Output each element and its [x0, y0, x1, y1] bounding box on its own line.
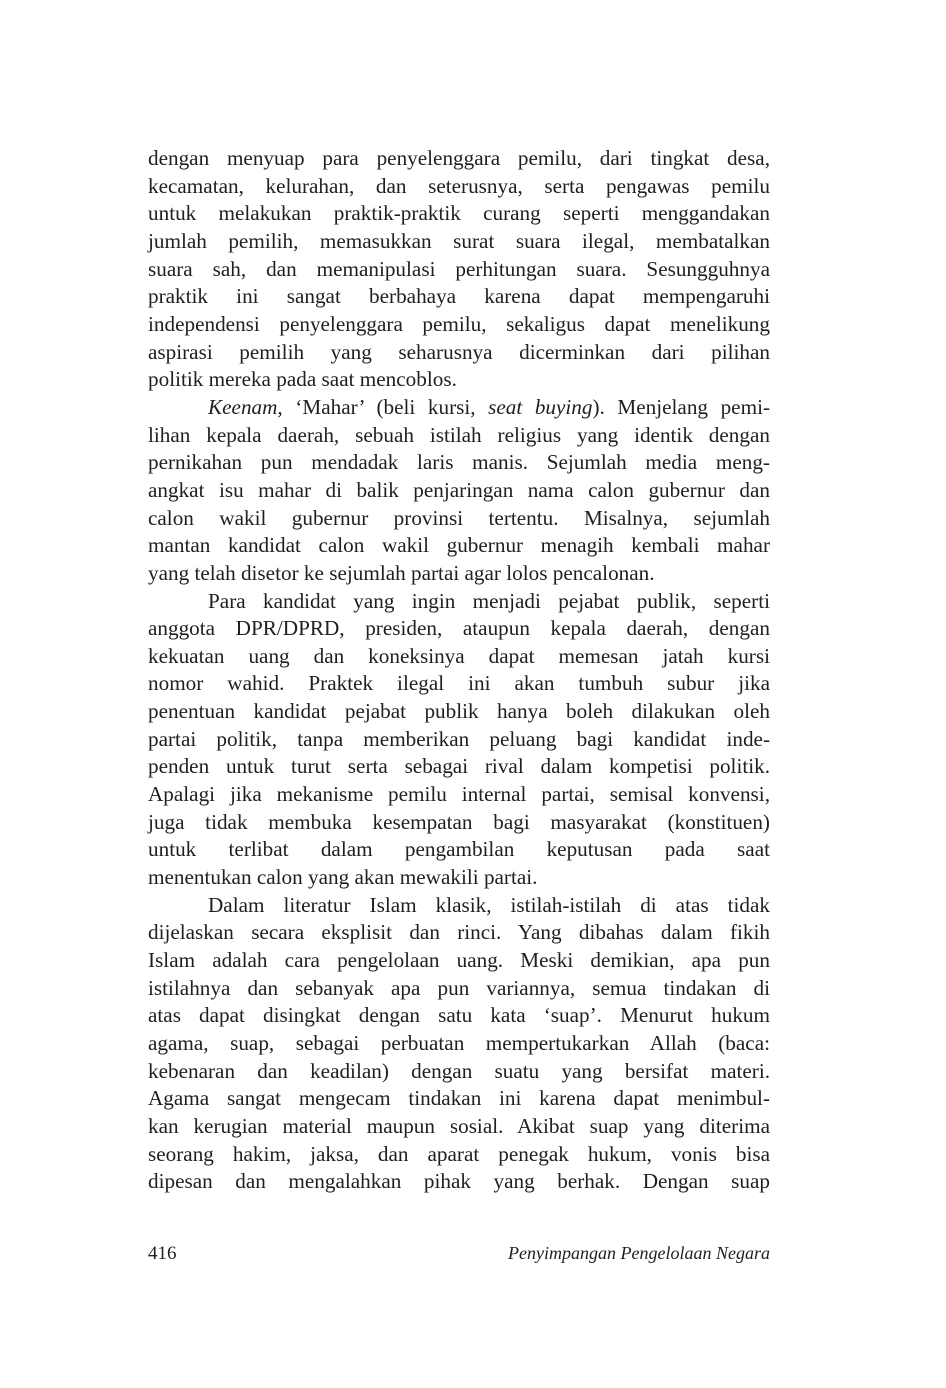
text-line: kan kerugian material maupun sosial. Akibat suap yang diterima: [148, 1113, 770, 1138]
body-text: [148, 145, 770, 1196]
text-line: yang telah disetor ke sejumlah partai agar lolos pencalonan.: [148, 560, 655, 585]
text-line: suara sah, dan memanipulasi perhitungan suara. Sesungguhnya: [148, 256, 770, 281]
text-line: dipesan dan mengalahkan pihak yang berhak. Dengan suap: [148, 1169, 770, 1194]
page-number: 416: [148, 1243, 177, 1264]
text-line: anggota DPR/DPRD, presiden, ataupun kepala daerah, dengan: [148, 616, 770, 641]
text-line: Para kandidat yang ingin menjadi pejabat publik, seperti: [208, 588, 770, 613]
text-line: untuk terlibat dalam pengambilan keputusan pada saat: [148, 837, 770, 862]
text-line: Agama sangat mengecam tindakan ini karena dapat menimbul-: [148, 1086, 770, 1111]
text-line: penden untuk turut serta sebagai rival dalam kompetisi politik.: [148, 754, 770, 779]
text-line: mantan kandidat calon wakil gubernur menagih kembali mahar: [148, 533, 770, 558]
text-line: Dalam literatur Islam klasik, istilah-istilah di atas tidak: [208, 892, 770, 917]
text-line: praktik ini sangat berbahaya karena dapat mempengaruhi: [148, 284, 770, 309]
paragraph: [148, 394, 770, 588]
text-line: jumlah pemilih, memasukkan surat suara ilegal, membatalkan: [148, 228, 770, 253]
text-line: istilahnya dan sebanyak apa pun variannya, semua tindakan di: [148, 975, 770, 1000]
text-line: Apalagi jika mekanisme pemilu internal partai, semisal konvensi,: [148, 782, 770, 807]
inline-text: ‘Mahar’ (beli kursi,: [282, 394, 489, 419]
text-line: juga tidak membuka kesempatan bagi masyarakat (konstituen): [148, 809, 770, 834]
text-line: nomor wahid. Praktek ilegal ini akan tumbuh subur jika: [148, 671, 770, 696]
text-line: partai politik, tanpa memberikan peluang bagi kandidat inde-: [148, 726, 770, 751]
text-line: kekuatan uang dan koneksinya dapat memesan jatah kursi: [148, 643, 770, 668]
text-line: dijelaskan secara eksplisit dan rinci. Yang dibahas dalam fikih: [148, 920, 770, 945]
text-line: lihan kepala daerah, sebuah istilah religius yang identik dengan: [148, 422, 770, 447]
text-line: menentukan calon yang akan mewakili partai.: [148, 865, 538, 890]
paragraph: [148, 588, 770, 892]
text-line: angkat isu mahar di balik penjaringan nama calon gubernur dan: [148, 477, 770, 502]
paragraph: [148, 892, 770, 1196]
text-line: aspirasi pemilih yang seharusnya dicerminkan dari pilihan: [148, 339, 770, 364]
text-line: kebenaran dan keadilan) dengan suatu yang bersifat materi.: [148, 1058, 770, 1083]
page-footer: [148, 1243, 770, 1265]
text-line: atas dapat disingkat dengan satu kata ‘suap’. Menurut hukum: [148, 1003, 770, 1028]
paragraph: [148, 145, 770, 394]
text-line: politik mereka pada saat mencoblos.: [148, 367, 457, 392]
text-line: penentuan kandidat pejabat publik hanya boleh dilakukan oleh: [148, 699, 770, 724]
text-line: untuk melakukan praktik-praktik curang seperti menggandakan: [148, 201, 770, 226]
text-line: pernikahan pun mendadak laris manis. Sejumlah media meng-: [148, 450, 770, 475]
text-line: kecamatan, kelurahan, dan seterusnya, serta pengawas pemilu: [148, 173, 770, 198]
text-line: agama, suap, sebagai perbuatan mempertukarkan Allah (baca:: [148, 1031, 770, 1055]
text-line: independensi penyelenggara pemilu, sekaligus dapat menelikung: [148, 311, 770, 336]
text-line: dengan menyuap para penyelenggara pemilu, dari tingkat desa,: [148, 146, 770, 170]
enumeration-keyword: Keenam,: [208, 394, 283, 419]
running-title: Penyimpangan Pengelolaan Negara: [508, 1243, 770, 1263]
text-line: Islam adalah cara pengelolaan uang. Meski demikian, apa pun: [148, 948, 770, 973]
italic-term: seat buying: [488, 394, 593, 419]
text-line: [208, 395, 770, 419]
text-line: seorang hakim, jaksa, dan aparat penegak hukum, vonis bisa: [148, 1141, 770, 1166]
inline-text: ). Menjelang pemi-: [592, 394, 771, 419]
text-line: calon wakil gubernur provinsi tertentu. Misalnya, sejumlah: [148, 505, 770, 530]
